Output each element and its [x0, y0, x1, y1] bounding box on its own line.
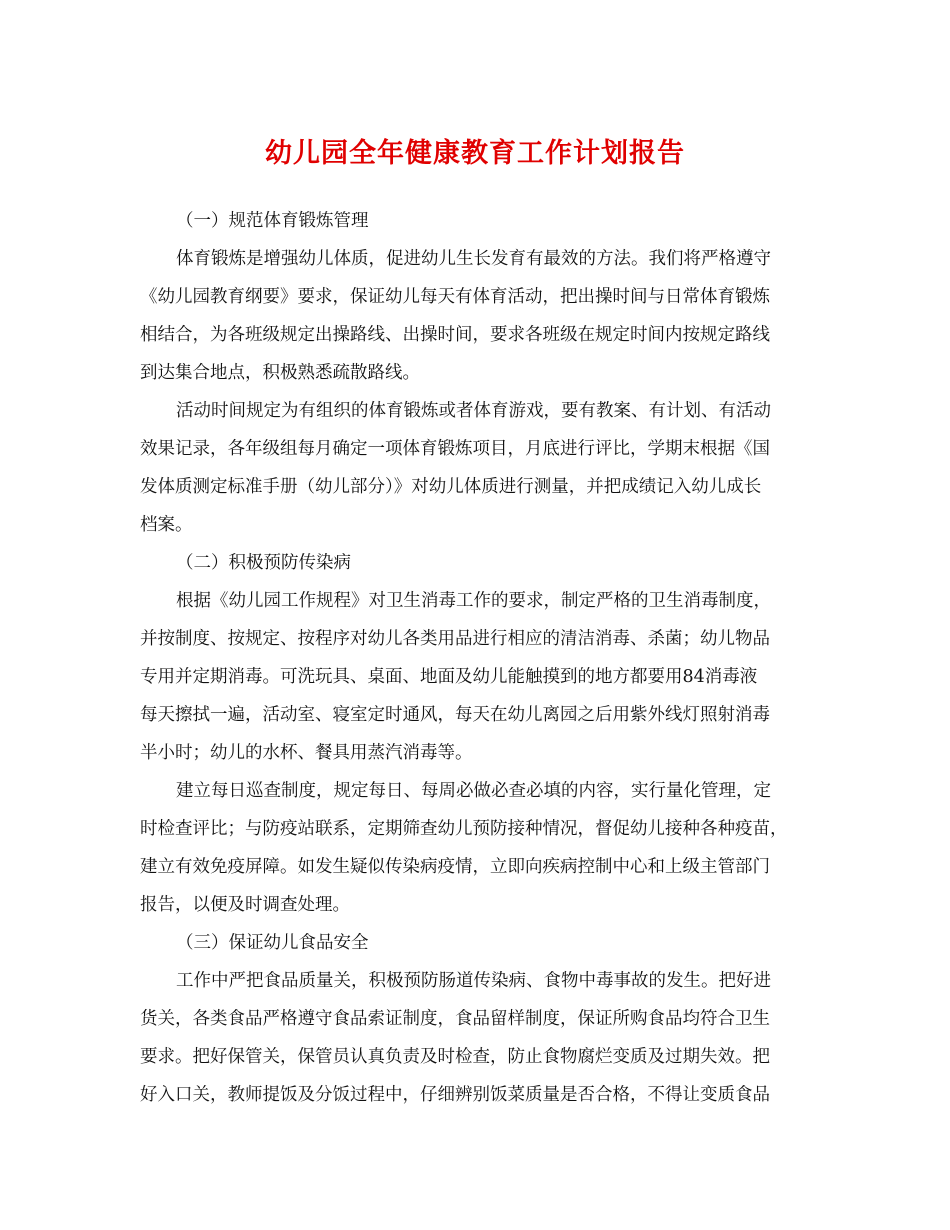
- paragraph-line: 档案。: [140, 515, 193, 535]
- paragraph-line: 建立每日巡查制度，规定每日、每周必做必查必填的内容，实行量化管理，定: [176, 781, 771, 801]
- paragraph-line: 报告，以便及时调查处理。: [140, 895, 350, 915]
- paragraph-line: 要求。把好保管关，保管员认真负责及时检查，防止食物腐烂变质及过期失效。把: [140, 1047, 770, 1067]
- paragraph-line: 体育锻炼是增强幼儿体质，促进幼儿生长发育有最效的方法。我们将严格遵守: [176, 249, 771, 269]
- paragraph-line: 并按制度、按规定、按程序对幼儿各类用品进行相应的清洁消毒、杀菌；幼儿物品: [140, 629, 770, 649]
- paragraph-line: 活动时间规定为有组织的体育锻炼或者体育游戏，要有教案、有计划、有活动: [176, 401, 771, 421]
- paragraph-line: 半小时；幼儿的水杯、餐具用蒸汽消毒等。: [140, 743, 473, 763]
- paragraph-line: 时检查评比；与防疫站联系，定期筛查幼儿预防接种情况，督促幼儿接种各种疫苗，: [140, 819, 788, 839]
- paragraph-line: 专用并定期消毒。可洗玩具、桌面、地面及幼儿能触摸到的地方都要用84消毒液: [140, 667, 758, 687]
- paragraph-line: 好入口关，教师提饭及分饭过程中，仔细辨别饭菜质量是否合格，不得让变质食品: [140, 1085, 770, 1105]
- paragraph-line: 每天擦拭一遍，活动室、寝室定时通风，每天在幼儿离园之后用紫外线灯照射消毒: [140, 705, 770, 725]
- paragraph-line: 《幼儿园教育纲要》要求，保证幼儿每天有体育活动，把出操时间与日常体育锻炼: [140, 287, 770, 307]
- paragraph-line: 货关，各类食品严格遵守食品索证制度，食品留样制度，保证所购食品均符合卫生: [140, 1009, 770, 1029]
- paragraph-line: 效果记录，各年级组每月确定一项体育锻炼项目，月底进行评比，学期末根据《国: [140, 439, 770, 459]
- page-title: 幼儿园全年健康教育工作计划报告: [265, 138, 685, 169]
- document-body: [140, 202, 816, 1114]
- section-heading-1: （一）规范体育锻炼管理: [176, 211, 369, 231]
- section-heading-2: （二）积极预防传染病: [176, 553, 351, 573]
- paragraph-line: 到达集合地点，积极熟悉疏散路线。: [140, 363, 420, 383]
- paragraph-line: 发体质测定标准手册（幼儿部分）》对幼儿体质进行测量，并把成绩记入幼儿成长: [140, 477, 762, 497]
- paragraph-line: 根据《幼儿园工作规程》对卫生消毒工作的要求，制定严格的卫生消毒制度，: [176, 591, 771, 611]
- paragraph-line: 相结合，为各班级规定出操路线、出操时间，要求各班级在规定时间内按规定路线: [140, 325, 770, 345]
- paragraph-line: 工作中严把食品质量关，积极预防肠道传染病、食物中毒事故的发生。把好进: [176, 971, 771, 991]
- paragraph-line: 建立有效免疫屏障。如发生疑似传染病疫情，立即向疾病控制中心和上级主管部门: [140, 857, 770, 877]
- section-heading-3: （三）保证幼儿食品安全: [176, 933, 369, 953]
